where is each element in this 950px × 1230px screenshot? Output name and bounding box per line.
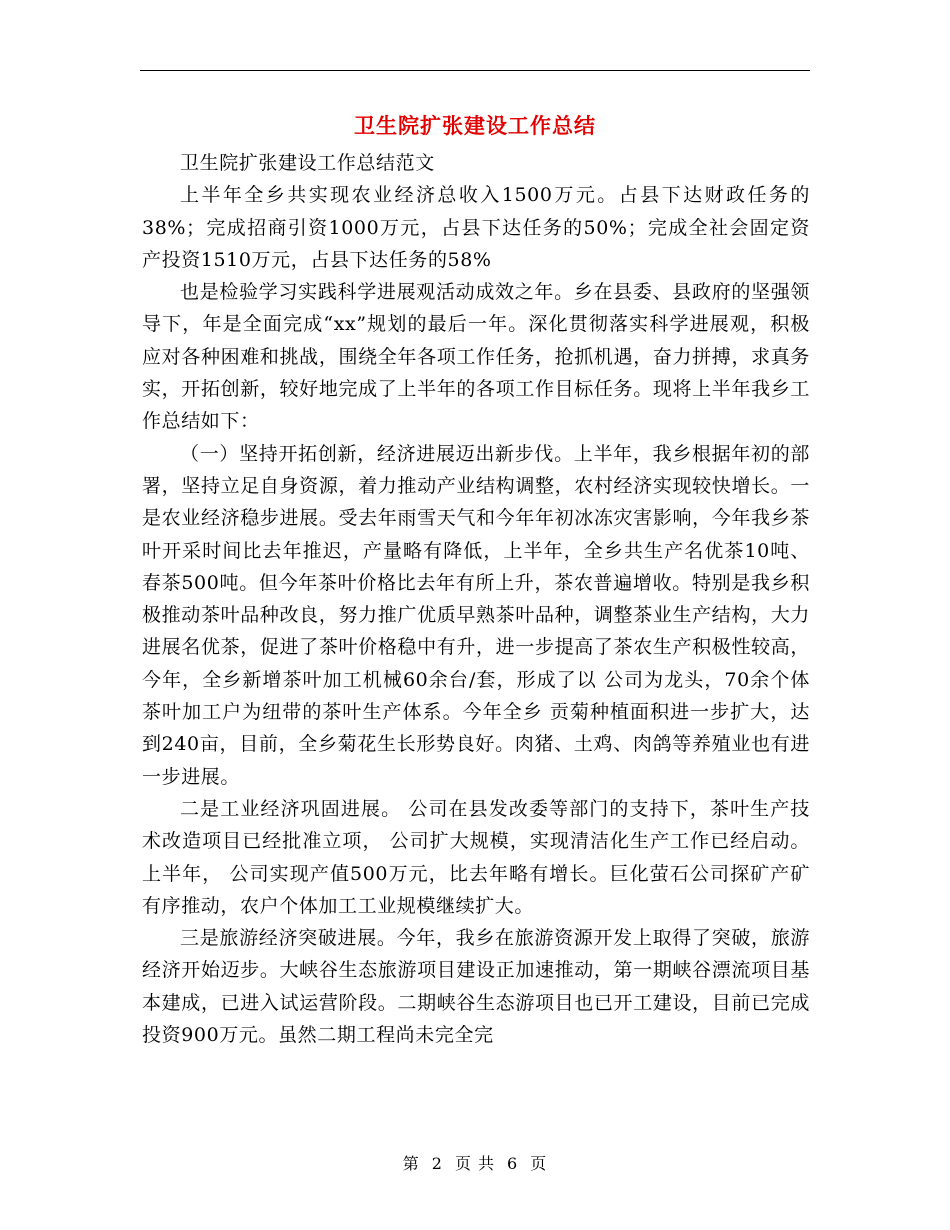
document-title: 卫生院扩张建设工作总结 (354, 113, 596, 138)
paragraph: 三是旅游经济突破进展。今年，我乡在旅游资源开发上取得了突破，旅游经济开始迈步。大峡谷生态旅游项目建设正加速推动，第一期峡谷漂流项目基本建成，已进入试运营阶段。二期峡谷生态游项目也已开工建设，目前已完成投资900万元。虽然二期工程尚未完全完 (142, 927, 810, 1047)
page-footer (140, 1153, 810, 1175)
document-body (142, 147, 810, 1051)
total-pages: 6 (507, 1154, 519, 1173)
paragraph-subtitle: 卫生院扩张建设工作总结范文 (180, 152, 435, 174)
paragraph: 上半年全乡共实现农业经济总收入1500万元。占县下达财政任务的38%；完成招商引资1000万元，占县下达任务的50%；完成全社会固定资产投资1510万元，占县下达任务的58% (142, 184, 810, 271)
footer-prefix: 第 (402, 1154, 420, 1173)
paragraph: 也是检验学习实践科学进展观活动成效之年。乡在县委、县政府的坚强领导下，年是全面完成“xx”规划的最后一年。深化贯彻落实科学进展观，积极应对各种困难和挑战，围绕全年各项工作任务，抢抓机遇，奋力拼搏，求真务实，开拓创新，较好地完成了上半年的各项工作目标任务。现将上半年我乡工作总结如下： (142, 281, 810, 433)
paragraph: 二是工业经济巩固进展。 公司在县发改委等部门的支持下，茶叶生产技术改造项目已经批准立项， 公司扩大规模，实现清洁化生产工作已经启动。上半年， 公司实现产值500万元，比去年略有增长。巨化萤石公司探矿产矿有序推动，农户个体加工工业规模继续扩大。 (142, 797, 810, 917)
footer-suffix: 页 (530, 1154, 548, 1173)
page-number: 2 (431, 1154, 443, 1173)
header-rule (140, 70, 810, 71)
footer-middle: 页 共 (454, 1154, 496, 1173)
paragraph: （一）坚持开拓创新，经济进展迈出新步伐。上半年，我乡根据年初的部署，坚持立足自身资源，着力推动产业结构调整，农村经济实现较快增长。一是农业经济稳步进展。受去年雨雪天气和今年年初冰冻灾害影响，今年我乡茶叶开采时间比去年推迟，产量略有降低，上半年，全乡共生产名优茶10吨、春茶500吨。但今年茶叶价格比去年有所上升，茶农普遍增收。特别是我乡积极推动茶叶品种改良，努力推广优质早熟茶叶品种，调整茶业生产结构，大力进展名优茶，促进了茶叶价格稳中有升，进一步提高了茶农生产积极性较高，今年，全乡新增茶叶加工机械60余台/套，形成了以 公司为龙头，70余个体茶叶加工户为纽带的茶叶生产体系。今年全乡 贡菊种植面积进一步扩大，达到240亩，目前，全乡菊花生长形势良好。肉猪、土鸡、肉鸽等养殖业也有进一步进展。 (142, 442, 810, 788)
